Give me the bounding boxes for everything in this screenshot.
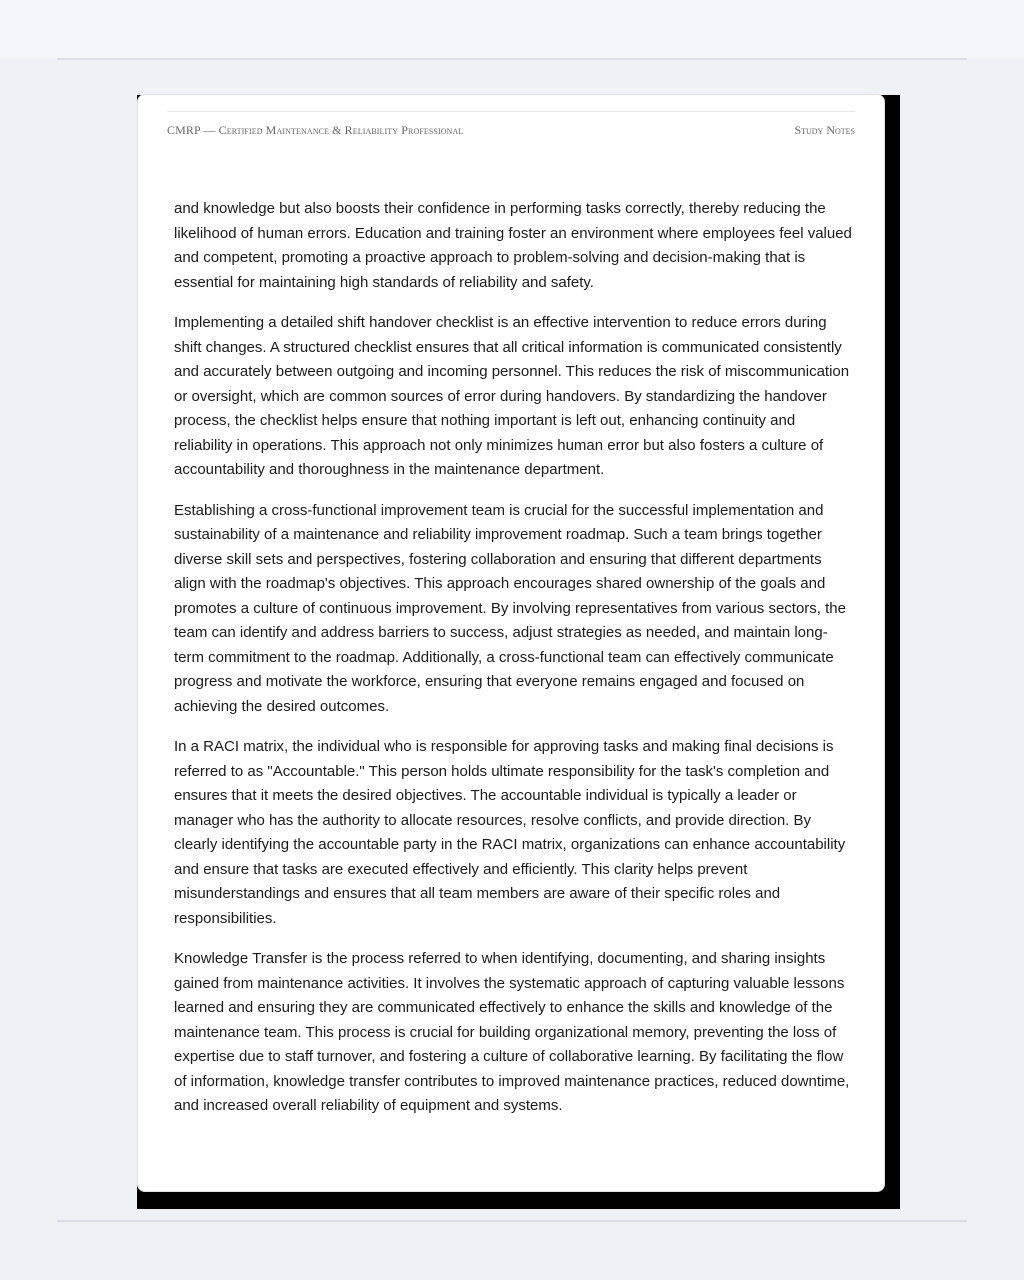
- top-divider: [57, 58, 967, 60]
- paragraph: Establishing a cross-functional improvement team is crucial for the successful implementation and sustainability of a maintenance and reliability improvement roadmap. Such a team brings together diverse skill sets and perspectives, fostering collaboration and ensuring that different departments align with the roadmap's objectives. This approach encourages shared ownership of the goals and promotes a culture of continuous improvement. By involving representatives from various sectors, the team can identify and address barriers to success, adjust strategies as needed, and maintain long-term commitment to the roadmap. Additionally, a cross-functional team can effectively communicate progress and motivate the workforce, ensuring that everyone remains engaged and focused on achieving the desired outcomes.: [174, 501, 846, 715]
- top-bar: [0, 0, 1024, 58]
- paragraph: In a RACI matrix, the individual who is responsible for approving tasks and making final decisions is referred to as "Accountable." This person holds ultimate responsibility for the task's completion and ensures that it meets the desired objectives. The accountable individual is typically a leader or manager who has the authority to allocate resources, resolve conflicts, and provide direction. By clearly identifying the accountable party in the RACI matrix, organizations can enhance accountability and ensure that tasks are executed effectively and efficiently. This clarity helps prevent misunderstandings and ensures that all team members are aware of their specific roles and responsibilities.: [174, 738, 846, 927]
- page-header: [167, 111, 855, 138]
- paragraph: and knowledge but also boosts their confidence in performing tasks correctly, thereby reducing the likelihood of human errors. Education and training foster an environment where employees feel valued and competent, promoting a proactive approach to problem-solving and decision-making that is essential for maintaining high standards of reliability and safety.: [174, 200, 852, 291]
- paragraph: Implementing a detailed shift handover checklist is an effective intervention to reduce errors during shift changes. A structured checklist ensures that all critical information is communicated consistently and accurately between outgoing and incoming personnel. This reduces the risk of miscommunication or oversight, which are common sources of error during handovers. By standardizing the handover process, the checklist helps ensure that nothing important is left out, enhancing continuity and reliability in operations. This approach not only minimizes human error but also fosters a culture of accountability and thoroughness in the maintenance department.: [174, 314, 850, 478]
- section-label: Study Notes: [794, 123, 855, 137]
- running-title: CMRP — Certified Maintenance & Reliability Professional: [167, 123, 464, 137]
- document-body: [174, 197, 856, 1135]
- paragraph: Knowledge Transfer is the process referred to when identifying, documenting, and sharing insights gained from maintenance activities. It involves the systematic approach of capturing valuable lessons learned and ensuring they are communicated effectively to enhance the skills and knowledge of the maintenance team. This process is crucial for building organizational memory, preventing the loss of expertise due to staff turnover, and fostering a culture of collaborative learning. By facilitating the flow of information, knowledge transfer contributes to improved maintenance practices, reduced downtime, and increased overall reliability of equipment and systems.: [174, 950, 850, 1114]
- document-page: [137, 94, 885, 1192]
- bottom-divider: [57, 1220, 967, 1222]
